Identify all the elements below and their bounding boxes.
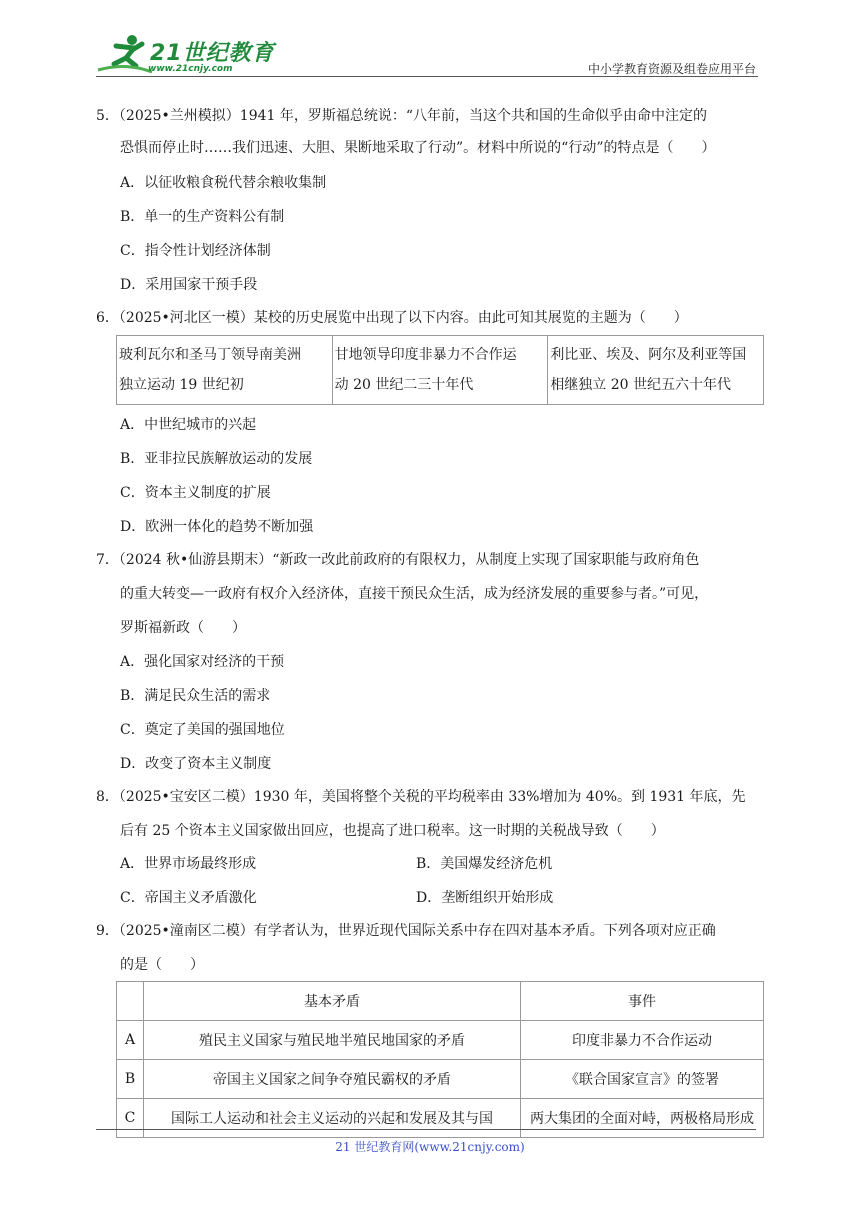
q5-option-d[interactable]: D．采用国家干预手段 (120, 277, 258, 293)
row-contradiction: 国际工人运动和社会主义运动的兴起和发展及其与国 (144, 1099, 521, 1138)
q6-exhibit-cell (548, 336, 764, 405)
footer-link[interactable]: 21 世纪教育网(www.21cnjy.com) (335, 1140, 525, 1154)
q6-option-b[interactable]: B．亚非拉民族解放运动的发展 (120, 451, 313, 467)
q6-option-a[interactable]: A．中世纪城市的兴起 (120, 417, 257, 433)
q5-stem-line2: 恐惧而停止时……我们迅速、大胆、果断地采取了行动”。材料中所说的“行动”的特点是（ ） (120, 140, 716, 156)
q8-option-a[interactable]: A．世界市场最终形成 (120, 856, 257, 872)
q9-options-table (116, 981, 764, 1138)
q7-stem-line2: 的重大转变—一政府有权介入经济体，直接干预民众生活，成为经济发展的重要参与者。”可见， (120, 586, 709, 602)
row-letter: A (117, 1021, 144, 1060)
logo-title: 21世纪教育 (150, 41, 275, 66)
q7-option-b[interactable]: B．满足民众生活的需求 (120, 688, 271, 704)
q6-exhibit-cell (332, 336, 548, 405)
row-event: 印度非暴力不合作运动 (521, 1021, 764, 1060)
q6-exhibit-text: 独立运动 19 世纪初 (119, 377, 244, 393)
q6-exhibit-table (116, 335, 764, 405)
header-divider (96, 76, 758, 77)
q8-option-b[interactable]: B．美国爆发经济危机 (416, 856, 553, 872)
row-contradiction: 帝国主义国家之间争夺殖民霸权的矛盾 (144, 1060, 521, 1099)
platform-title: 中小学教育资源及组卷应用平台 (587, 62, 756, 76)
row-contradiction: 殖民主义国家与殖民地半殖民地国家的矛盾 (144, 1021, 521, 1060)
q5-option-c[interactable]: C．指令性计划经济体制 (120, 243, 271, 259)
row-event: 两大集团的全面对峙，两极格局形成 (521, 1099, 764, 1138)
q8-option-c[interactable]: C．帝国主义矛盾激化 (120, 890, 257, 906)
q6-exhibit-text: 甘地领导印度非暴力不合作运 (334, 347, 517, 363)
table-row[interactable] (117, 1060, 764, 1099)
row-letter: B (117, 1060, 144, 1099)
q6-exhibit-text: 相继独立 20 世纪五六十年代 (550, 377, 732, 393)
table-header-cell (117, 982, 144, 1021)
table-header-cell: 事件 (521, 982, 764, 1021)
q6-stem-line1: 6．（2025•河北区一模）某校的历史展览中出现了以下内容。由此可知其展览的主题为（ ） (96, 310, 688, 326)
q8-stem-line1: 8．（2025•宝安区二模）1930 年，美国将整个关税的平均税率由 33%增加为 40%。到 1931 年底，先 (96, 789, 746, 805)
q6-exhibit-text: 利比亚、埃及、阿尔及利亚等国 (550, 347, 747, 363)
row-event: 《联合国家宣言》的签署 (521, 1060, 764, 1099)
q5-option-b[interactable]: B．单一的生产资料公有制 (120, 209, 285, 225)
q6-option-d[interactable]: D．欧洲一体化的趋势不断加强 (120, 519, 314, 535)
table-header-row (117, 982, 764, 1021)
logo-url: www.21cnjy.com (148, 64, 233, 74)
table-row[interactable] (117, 1099, 764, 1138)
q5-stem-line1: 5．（2025•兰州模拟）1941 年，罗斯福总统说：“八年前，当这个共和国的生命似乎由命中注定的 (96, 108, 708, 124)
q7-stem-line1: 7．（2024 秋•仙游县期末）“新政一改此前政府的有限权力，从制度上实现了国家职能与政府角色 (96, 552, 700, 568)
q8-stem-line2: 后有 25 个资本主义国家做出回应，也提高了进口税率。这一时期的关税战导致（ ） (120, 823, 665, 839)
table-row[interactable] (117, 1021, 764, 1060)
q6-exhibit-text: 玻利瓦尔和圣马丁领导南美洲 (119, 347, 301, 363)
table-header-cell: 基本矛盾 (144, 982, 521, 1021)
q7-stem-line3: 罗斯福新政（ ） (120, 620, 246, 636)
q7-option-a[interactable]: A．强化国家对经济的干预 (120, 654, 285, 670)
q7-option-c[interactable]: C．奠定了美国的强国地位 (120, 722, 285, 738)
q6-exhibit-text: 动 20 世纪二三十年代 (334, 377, 474, 393)
q7-option-d[interactable]: D．改变了资本主义制度 (120, 756, 272, 772)
runner-logo-icon (96, 32, 156, 76)
q9-stem-line1: 9．（2025•潼南区二模）有学者认为，世界近现代国际关系中存在四对基本矛盾。下列各项对应正确 (96, 923, 716, 939)
row-letter: C (117, 1099, 144, 1138)
q5-option-a[interactable]: A．以征收粮食税代替余粮收集制 (120, 175, 327, 191)
q9-stem-line2: 的是（ ） (120, 957, 204, 973)
footer-divider (96, 1129, 756, 1130)
q6-option-c[interactable]: C．资本主义制度的扩展 (120, 485, 271, 501)
q8-option-d[interactable]: D．垄断组织开始形成 (416, 890, 554, 906)
q6-exhibit-cell (117, 336, 333, 405)
